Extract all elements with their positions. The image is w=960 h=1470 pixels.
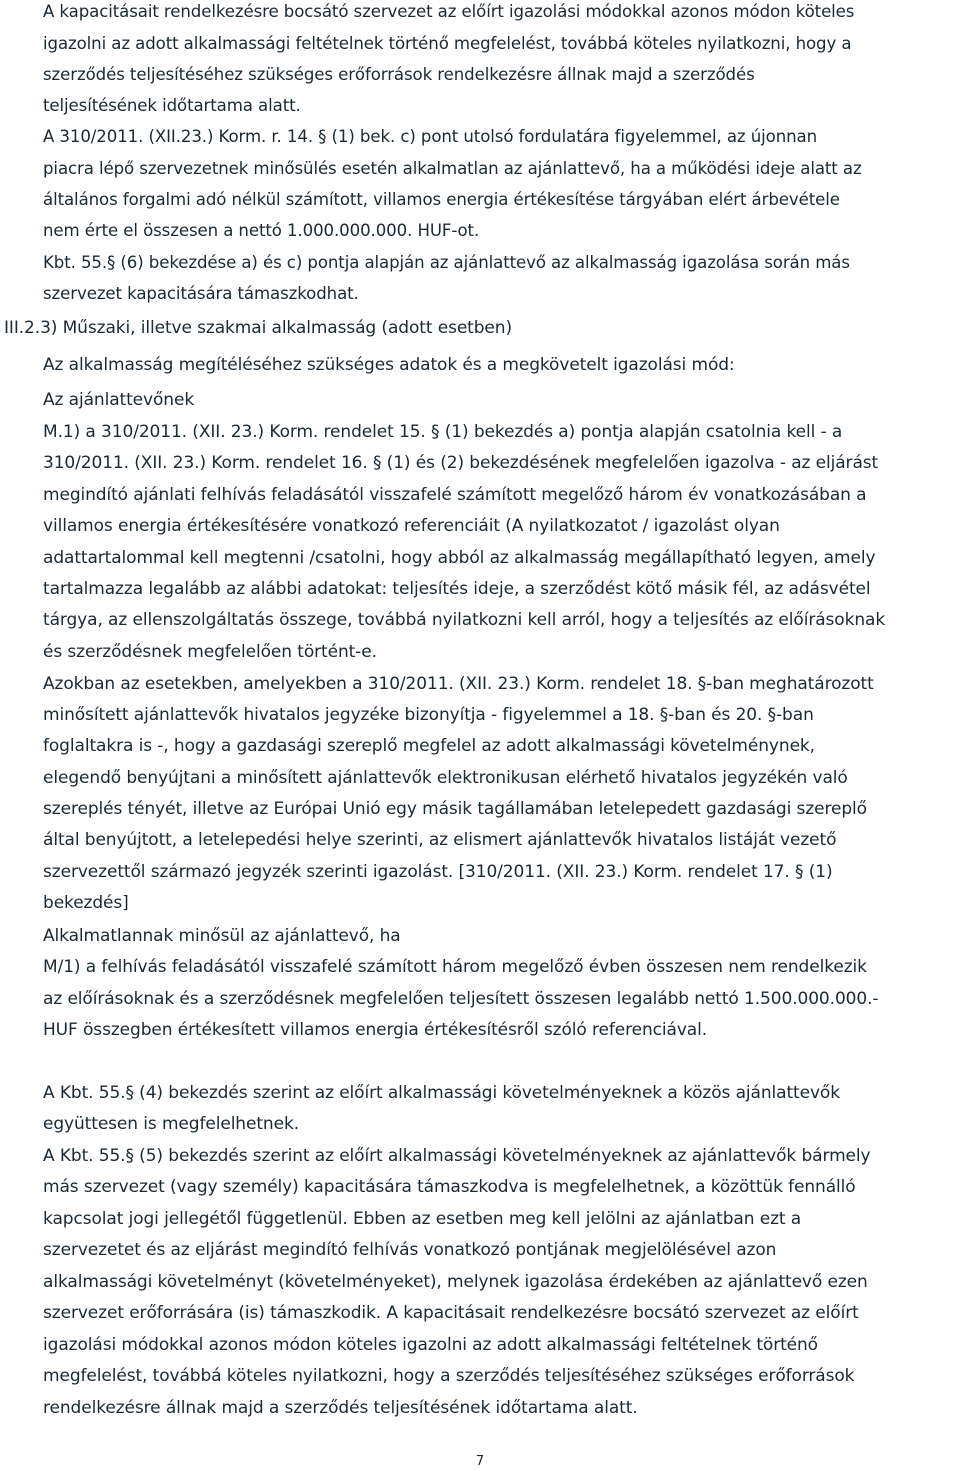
text-line: foglaltakra is -, hogy a gazdasági szereplő megfelel az adott alkalmassági követelménynek,: [43, 736, 815, 756]
text-line: bekezdés]: [43, 893, 129, 913]
text-line: igazolni az adott alkalmassági feltételnek történő megfelelést, továbbá köteles nyilatkozni, hogy a: [43, 34, 852, 53]
text-line: szereplés tényét, illetve az Európai Unió egy másik tagállamában letelepedett gazdasági szereplő: [43, 799, 867, 819]
section-heading: III.2.3) Műszaki, illetve szakmai alkalmasság (adott esetben): [4, 318, 513, 338]
text-line: más szervezet (vagy személy) kapacitására támaszkodva is megfelelhetnek, a közöttük fennálló: [43, 1177, 856, 1197]
text-line: megindító ajánlati felhívás feladásától visszafelé számított megelőző három év vonatkozásában a: [43, 485, 867, 505]
text-line: 310/2011. (XII. 23.) Korm. rendelet 16. § (1) és (2) bekezdésének megfelelően igazolva - az eljárást: [43, 453, 879, 473]
text-line: teljesítésének időtartama alatt.: [43, 96, 301, 115]
text-line: szerződés teljesítéséhez szükséges erőforrások rendelkezésre állnak majd a szerződés: [43, 65, 755, 84]
text-line: megfelelést, továbbá köteles nyilatkozni, hogy a szerződés teljesítéséhez szükséges erőforrások: [43, 1366, 855, 1386]
text-line: tartalmazza legalább az alábbi adatokat: teljesítés ideje, a szerződést kötő másik fél, az adásvétel: [43, 579, 871, 599]
text-line: alkalmassági követelményt (követelményeket), melynek igazolása érdekében az ajánlattevő ezen: [43, 1272, 868, 1292]
text-line: minősített ajánlattevők hivatalos jegyzéke bizonyítja - figyelemmel a 18. §-ban és 20. §-ban: [43, 705, 814, 725]
text-line: Az alkalmasság megítéléséhez szükséges adatok és a megkövetelt igazolási mód:: [43, 355, 735, 375]
text-line: rendelkezésre állnak majd a szerződés teljesítésének időtartama alatt.: [43, 1398, 638, 1418]
text-line: szervezetet és az eljárást megindító felhívás vonatkozó pontjának megjelölésével azon: [43, 1240, 777, 1260]
text-line: együttesen is megfelelhetnek.: [43, 1114, 299, 1134]
text-line: szervezet kapacitására támaszkodhat.: [43, 284, 359, 303]
text-line: adattartalommal kell megtenni /csatolni, hogy abból az alkalmasság megállapítható legyen, amely: [43, 548, 876, 568]
text-line: Kbt. 55.§ (6) bekezdése a) és c) pontja alapján az ajánlattevő az alkalmasság igazolása során más: [43, 253, 850, 272]
text-line: általános forgalmi adó nélkül számított, villamos energia értékesítése tárgyában elért árbevétele: [43, 190, 840, 209]
text-line: elegendő benyújtani a minősített ajánlattevők elektronikusan elérhető hivatalos jegyzékén való: [43, 768, 848, 788]
text-line: M/1) a felhívás feladásától visszafelé számított három megelőző évben összesen nem rendelkezik: [43, 957, 867, 977]
text-line: nem érte el összesen a nettó 1.000.000.000. HUF-ot.: [43, 221, 480, 240]
text-line: A kapacitásait rendelkezésre bocsátó szervezet az előírt igazolási módokkal azonos módon köteles: [43, 2, 855, 21]
text-line: és szerződésnek megfelelően történt-e.: [43, 642, 377, 662]
text-line: igazolási módokkal azonos módon köteles igazolni az adott alkalmassági feltételnek történő: [43, 1335, 818, 1355]
text-line: HUF összegben értékesített villamos energia értékesítésről szóló referenciával.: [43, 1020, 708, 1040]
text-line: kapcsolat jogi jellegétől függetlenül. Ebben az esetben meg kell jelölni az ajánlatban ezt a: [43, 1209, 802, 1229]
text-line: szervezet erőforrására (is) támaszkodik. A kapacitásait rendelkezésre bocsátó szervezet az előírt: [43, 1303, 859, 1323]
text-line: A Kbt. 55.§ (5) bekezdés szerint az előírt alkalmassági követelményeknek az ajánlattevők bármely: [43, 1146, 871, 1166]
page-number: 7: [475, 1454, 485, 1469]
text-line: piacra lépő szervezetnek minősülés esetén alkalmatlan az ajánlattevő, ha a működési ideje alatt az: [43, 159, 862, 178]
text-line: szervezettől származó jegyzék szerinti igazolást. [310/2011. (XII. 23.) Korm. rendelet 17. § (1): [43, 862, 833, 882]
text-line: villamos energia értékesítésére vonatkozó referenciáit (A nyilatkozatot / igazolást olyan: [43, 516, 780, 536]
text-line: által benyújtott, a letelepedési helye szerinti, az elismert ajánlattevők hivatalos listáját vezető: [43, 830, 837, 850]
text-line: Alkalmatlannak minősül az ajánlattevő, ha: [43, 926, 401, 946]
text-line: A 310/2011. (XII.23.) Korm. r. 14. § (1) bek. c) pont utolsó fordulatára figyelemmel, az újonnan: [43, 127, 818, 146]
text-line: Azokban az esetekben, amelyekben a 310/2011. (XII. 23.) Korm. rendelet 18. §-ban meghatározott: [43, 674, 874, 694]
text-line: A Kbt. 55.§ (4) bekezdés szerint az előírt alkalmassági követelményeknek a közös ajánlattevők: [43, 1083, 840, 1103]
text-line: az előírásoknak és a szerződésnek megfelelően teljesített összesen legalább nettó 1.500.000.000.-: [43, 989, 879, 1009]
text-line: tárgya, az ellenszolgáltatás összege, továbbá nyilatkozni kell arról, hogy a teljesítés az előírásoknak: [43, 610, 886, 630]
text-line: M.1) a 310/2011. (XII. 23.) Korm. rendelet 15. § (1) bekezdés a) pontja alapján csatolnia kell - a: [43, 422, 843, 442]
text-line: Az ajánlattevőnek: [43, 390, 195, 410]
